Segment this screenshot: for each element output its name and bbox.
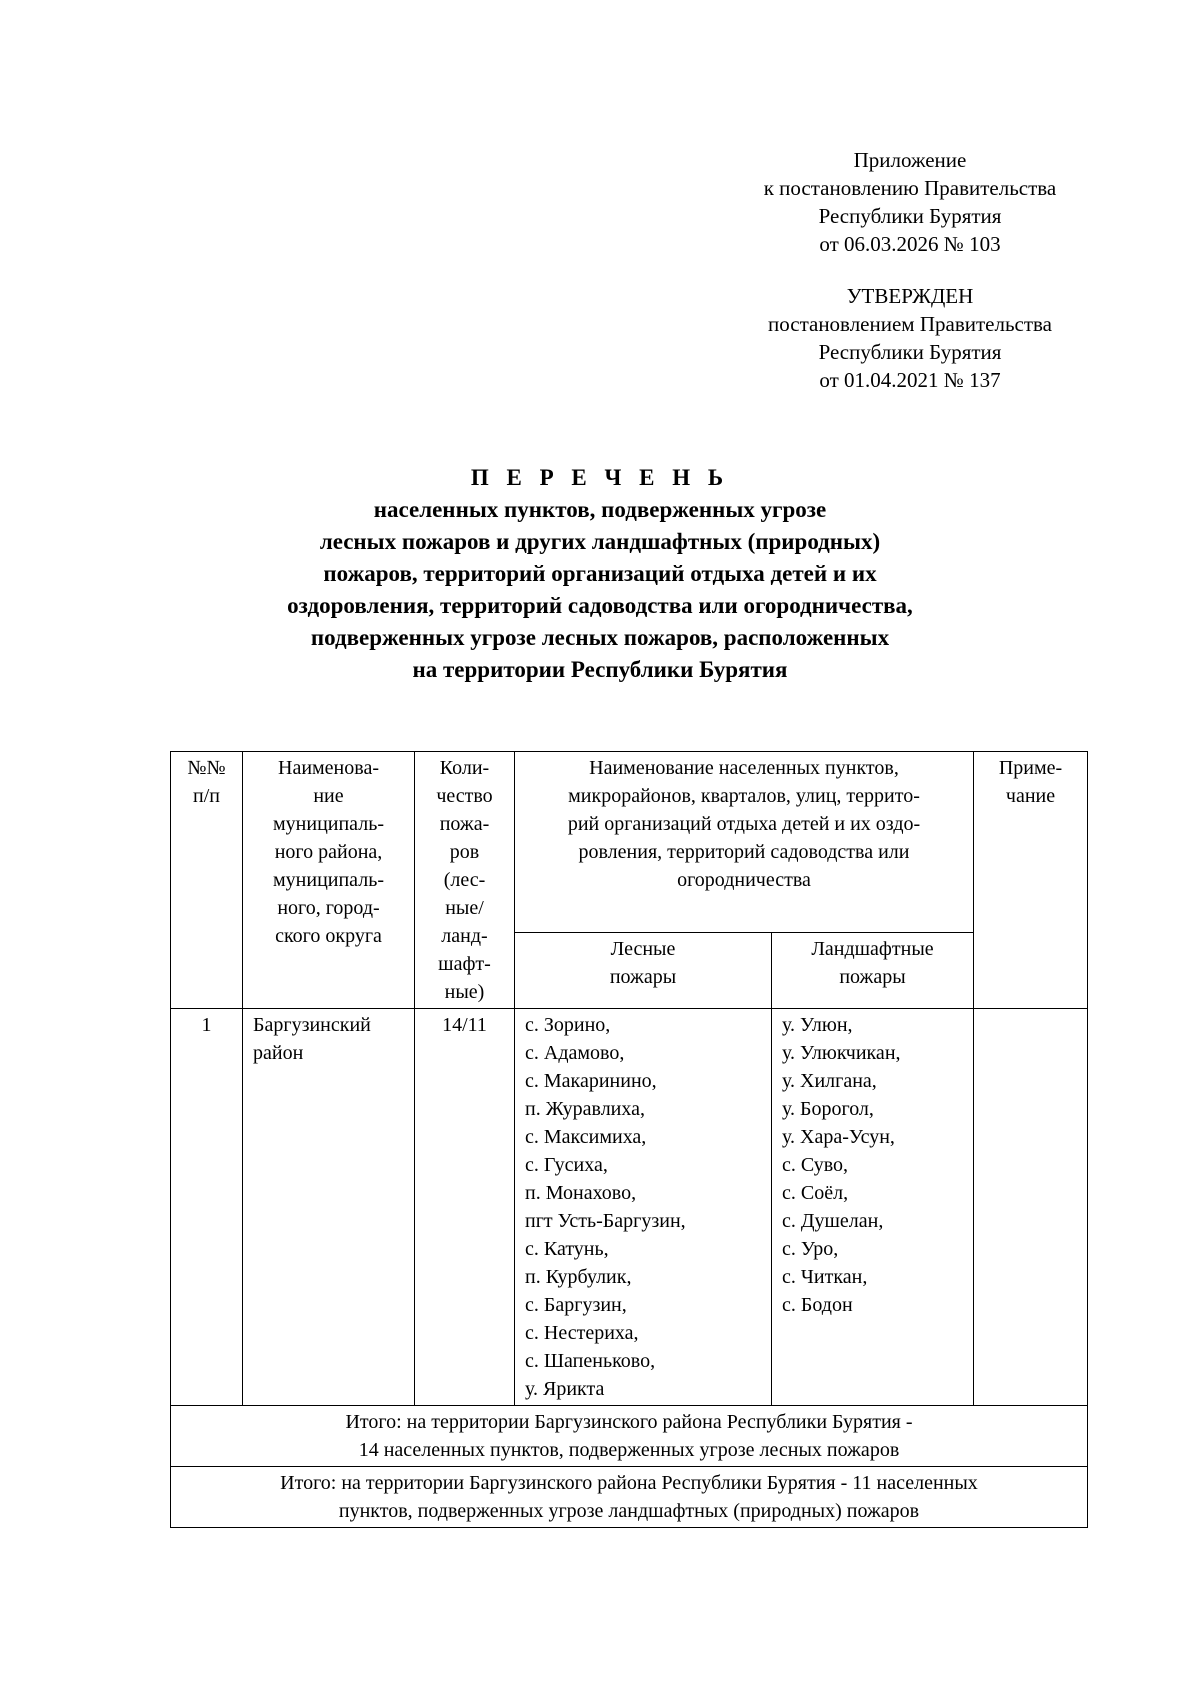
list-item: с. Душелан, [782,1210,884,1232]
header-text: шафт- [438,953,491,975]
list-item: п. Журавлиха, [525,1098,645,1120]
appendix-line: Приложение [853,148,967,172]
list-item: с. Адамово, [525,1042,625,1064]
district-text: район [253,1042,304,1064]
total-text: Итого: на территории Баргузинского района Республики Бурятия - 11 населенных [280,1472,978,1494]
row-forest-list [515,1009,772,1406]
approved-line: от 01.04.2021 № 137 [819,368,1001,392]
header-row [171,752,1088,933]
list-item: у. Борогол, [782,1098,874,1120]
header-text: рий организаций отдыха детей и их оздо- [567,813,921,835]
total-text: 14 населенных пунктов, подверженных угрозе лесных пожаров [358,1439,900,1461]
list-item: с. Гусиха, [525,1154,608,1176]
total-text: пунктов, подверженных угрозе ландшафтных (природных) пожаров [338,1500,920,1522]
district-text: Баргузинский [253,1014,371,1036]
title-line: оздоровления, территорий садоводства или огородничества, [287,593,913,618]
header-num [171,752,243,1009]
header-text: Лесные [610,937,676,960]
list-item: с. Суво, [782,1154,849,1176]
header-text: пожары [839,965,906,988]
header-text: Коли- [439,757,490,779]
title-line: на территории Республики Бурятия [412,657,788,682]
row-landscape-list [772,1009,974,1406]
header-text: №№ [187,757,226,779]
header-text: п/п [193,785,220,807]
list-item: у. Ярикта [525,1378,605,1400]
list-item: с. Зорино, [525,1014,611,1036]
header-text: Наименова- [278,757,379,779]
header-text: ние [313,785,344,807]
approved-line: постановлением Правительства [767,312,1052,336]
list-item: п. Монахово, [525,1182,637,1204]
title-line: лесных пожаров и других ландшафтных (природных) [319,529,881,554]
title-line: населенных пунктов, подверженных угрозе [373,497,827,522]
header-text: пожары [609,965,677,988]
header-district [243,752,415,1009]
appendix-line: Республики Бурятия [818,204,1002,228]
header-text: ные/ [445,897,484,919]
title-line: пожаров, территорий организаций отдыха детей и их [323,561,877,586]
settlements-table [170,751,1088,1528]
list-item: с. Бодон [782,1294,853,1316]
list-item: с. Макаринино, [525,1070,657,1092]
list-item: у. Улюкчикан, [782,1042,901,1064]
header-text: пожа- [439,813,490,835]
total-row [171,1467,1088,1528]
approved-line: УТВЕРЖДЕН [846,284,974,308]
header-text: Наименование населенных пунктов, [589,757,899,779]
list-item: у. Хилгана, [782,1070,877,1092]
list-item: с. Читкан, [782,1266,868,1288]
total-landscape [171,1467,1088,1528]
list-item: с. Максимиха, [525,1126,647,1148]
header-text: (лес- [443,869,486,891]
list-item: с. Катунь, [525,1238,609,1260]
header-text: муниципаль- [273,813,384,835]
total-text: Итого: на территории Баргузинского района Республики Бурятия - [345,1411,913,1433]
appendix-block [720,146,1100,258]
total-forest [171,1406,1088,1467]
header-text: ров [449,841,480,863]
header-text: микрорайонов, кварталов, улиц, террито- [568,785,920,807]
title-heading: П Е Р Е Ч Е Н Ь [470,465,730,490]
row-note [974,1009,1088,1406]
list-item: с. Нестериха, [525,1322,639,1344]
header-text: ного района, [274,841,383,863]
total-row [171,1406,1088,1467]
title-line: подверженных угрозе лесных пожаров, расположенных [310,625,890,650]
row-count: 14/11 [415,1009,515,1406]
header-text: ского округа [275,925,382,947]
row-district [243,1009,415,1406]
header-settlements [515,752,974,933]
list-item: с. Шапеньково, [525,1350,656,1372]
table-row [171,1009,1088,1406]
appendix-line: к постановлению Правительства [763,176,1057,200]
header-text: Ландшафтные [811,937,934,960]
list-item: с. Уро, [782,1238,839,1260]
header-text: ные) [444,981,485,1003]
header-forest [515,932,772,1008]
header-note [974,752,1088,1009]
header-count [415,752,515,1009]
list-item: у. Улюн, [782,1014,853,1036]
approved-line: Республики Бурятия [818,340,1002,364]
appendix-line: от 06.03.2026 № 103 [819,232,1001,256]
header-text: чание [1005,785,1056,807]
list-item: у. Хара-Усун, [782,1126,895,1148]
header-text: ного, город- [277,897,380,919]
header-text: ланд- [441,925,488,947]
header-text: ровления, территорий садоводства или [578,841,910,863]
document-title [0,462,1200,686]
header-text: чество [436,785,493,807]
header-text: муниципаль- [273,869,384,891]
header-text: огородничества [677,869,811,891]
header-text: Приме- [998,757,1063,779]
header-landscape [772,932,974,1008]
list-item: с. Баргузин, [525,1294,627,1316]
list-item: п. Курбулик, [525,1266,632,1288]
approved-block [720,282,1100,394]
row-num: 1 [171,1009,243,1406]
list-item: пгт Усть-Баргузин, [525,1210,686,1232]
list-item: с. Соёл, [782,1182,849,1204]
